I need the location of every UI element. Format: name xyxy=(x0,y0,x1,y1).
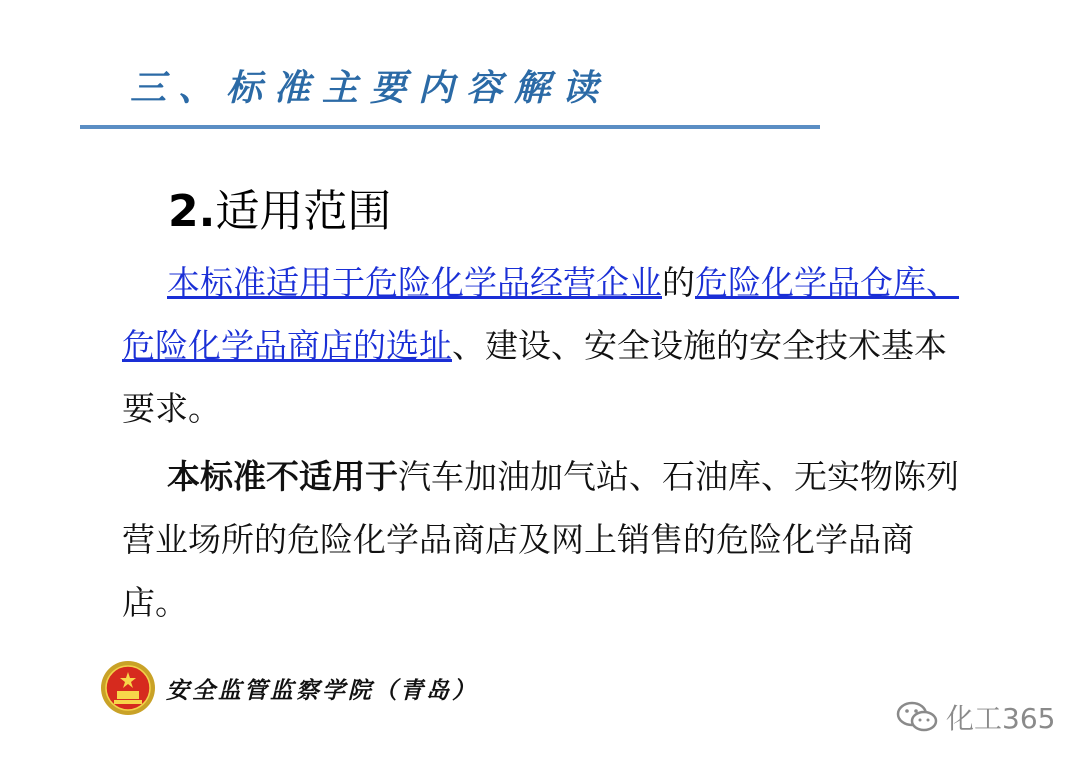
scope-text-rest: 、建设、安全设施的安全技术基本要求。 xyxy=(122,326,947,428)
scope-text-de: 的 xyxy=(662,263,695,302)
section-title-text: 适用范围 xyxy=(215,186,392,237)
wechat-icon xyxy=(896,700,938,734)
exclusion-lead: 本标准不适用于 xyxy=(167,457,398,496)
watermark xyxy=(896,697,1055,737)
footer-organization: 安全监管监察学院（青岛） xyxy=(166,678,478,704)
section-number: 2. xyxy=(168,186,216,237)
national-emblem-seal-icon xyxy=(100,660,156,716)
exclusion-paragraph xyxy=(122,445,962,634)
exclusion-text: 汽车加油加气站、石油库、无实物陈列营业场所的危险化学品商店及网上销售的危险化学品商店。 xyxy=(122,457,959,622)
watermark-text: 化工365 xyxy=(946,702,1056,735)
header-divider xyxy=(80,125,820,129)
section-title xyxy=(168,175,391,239)
scope-link-enterprise[interactable]: 本标准适用于危险化学品经营企业 xyxy=(167,263,662,302)
scope-link-site[interactable]: 的选址 xyxy=(353,326,452,365)
scope-link-warehouse-store[interactable]: 危险化学品仓库、危险化学品商店 xyxy=(122,263,959,365)
slide-header-title: 三、标准主要内容解读 xyxy=(130,68,611,109)
scope-paragraph xyxy=(122,251,962,440)
